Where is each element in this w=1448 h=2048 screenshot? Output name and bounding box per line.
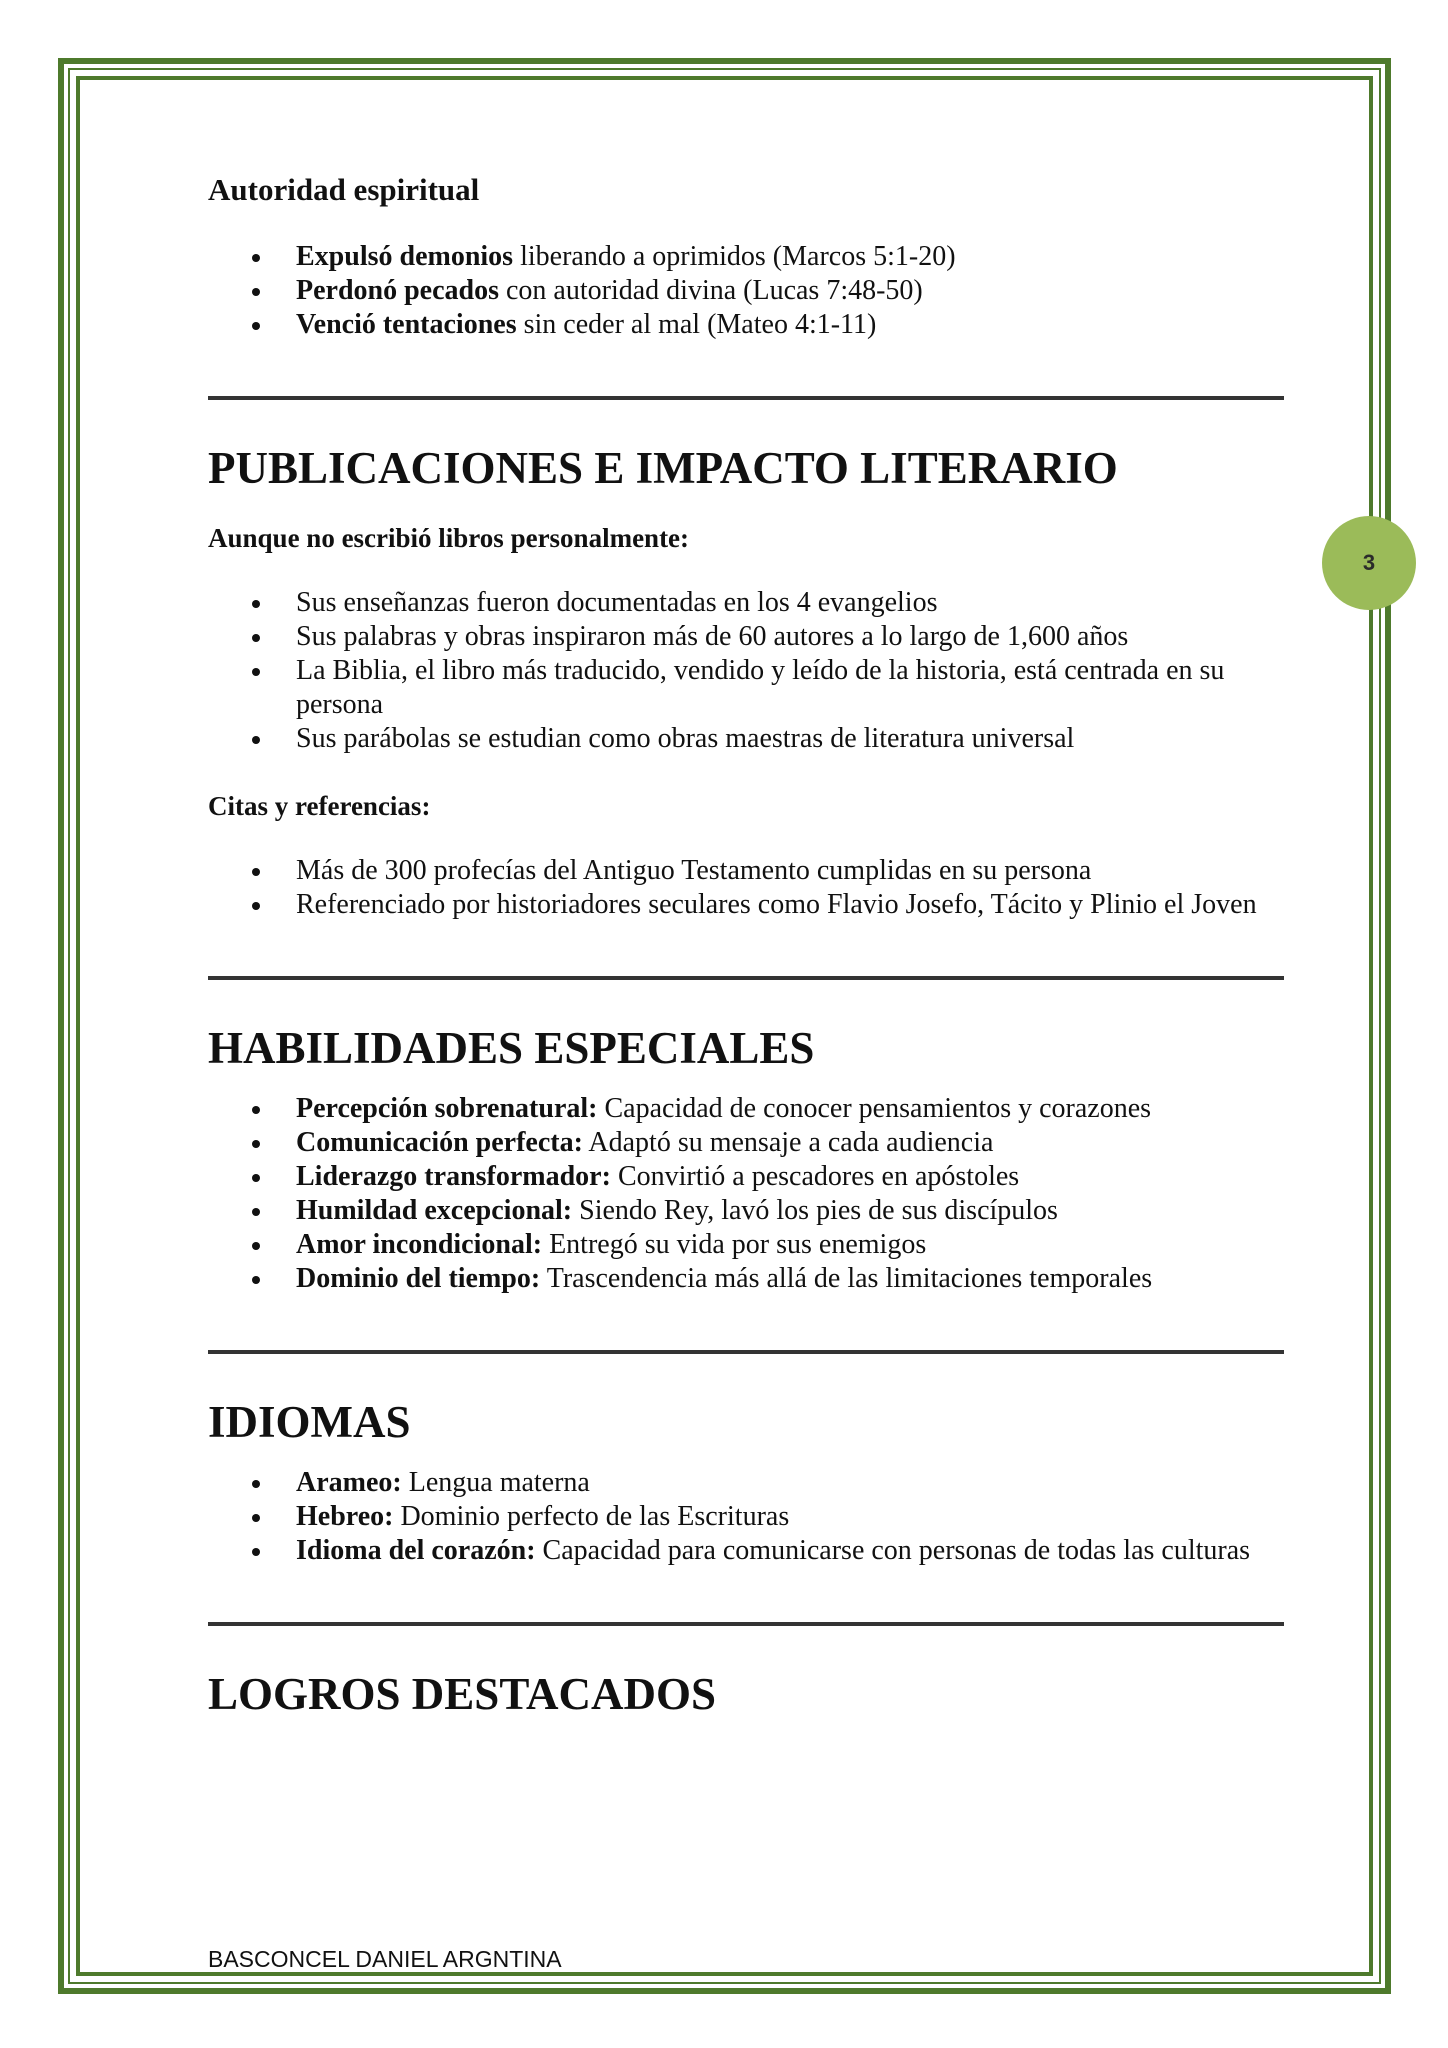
list-item: Humildad excepcional: Siendo Rey, lavó los pies de sus discípulos	[296, 1194, 1288, 1228]
citas-heading: Citas y referencias:	[208, 791, 431, 821]
list-item: Arameo: Lengua materna	[296, 1466, 1288, 1500]
publicaciones-title: PUBLICACIONES E IMPACTO LITERARIO	[208, 443, 1118, 493]
list-item: Más de 300 profecías del Antiguo Testamento cumplidas en su persona	[296, 854, 1288, 888]
publicaciones-intro: Aunque no escribió libros personalmente:	[208, 523, 690, 553]
list-item: Comunicación perfecta: Adaptó su mensaje a cada audiencia	[296, 1126, 1288, 1160]
habilidades-title: HABILIDADES ESPECIALES	[208, 1023, 815, 1073]
section-divider	[208, 1622, 1284, 1626]
list-item: La Biblia, el libro más traducido, vendido y leído de la historia, está centrada en su persona	[296, 654, 1288, 722]
logros-title: LOGROS DESTACADOS	[208, 1669, 717, 1719]
list-item: Sus parábolas se estudian como obras maestras de literatura universal	[296, 722, 1288, 756]
list-item: Percepción sobrenatural: Capacidad de conocer pensamientos y corazones	[296, 1092, 1288, 1126]
citas-list	[208, 854, 1288, 922]
list-item: Hebreo: Dominio perfecto de las Escrituras	[296, 1500, 1288, 1534]
habilidades-list	[208, 1092, 1288, 1296]
page-number: 3	[1362, 550, 1376, 575]
list-item: Referenciado por historiadores seculares como Flavio Josefo, Tácito y Plinio el Joven	[296, 888, 1288, 922]
idiomas-list	[208, 1466, 1288, 1568]
page-footer: BASCONCEL DANIEL ARGNTINA	[208, 1946, 562, 1972]
section-divider	[208, 976, 1284, 980]
list-item: Liderazgo transformador: Convirtió a pescadores en apóstoles	[296, 1160, 1288, 1194]
list-item: Perdonó pecados con autoridad divina (Lucas 7:48-50)	[296, 274, 1288, 308]
list-item: Sus palabras y obras inspiraron más de 60 autores a lo largo de 1,600 años	[296, 620, 1288, 654]
autoridad-list	[208, 240, 1288, 342]
list-item: Sus enseñanzas fueron documentadas en los 4 evangelios	[296, 586, 1288, 620]
publicaciones-list	[208, 586, 1288, 756]
list-item: Dominio del tiempo: Trascendencia más allá de las limitaciones temporales	[296, 1262, 1288, 1296]
page-number-badge	[1322, 516, 1416, 610]
idiomas-title: IDIOMAS	[208, 1397, 411, 1447]
section-divider	[208, 396, 1284, 400]
list-item: Expulsó demonios liberando a oprimidos (Marcos 5:1-20)	[296, 240, 1288, 274]
document-body	[208, 170, 1288, 1722]
autoridad-heading: Autoridad espiritual	[208, 172, 480, 207]
list-item: Amor incondicional: Entregó su vida por sus enemigos	[296, 1228, 1288, 1262]
list-item: Venció tentaciones sin ceder al mal (Mateo 4:1-11)	[296, 308, 1288, 342]
section-divider	[208, 1350, 1284, 1354]
list-item: Idioma del corazón: Capacidad para comunicarse con personas de todas las culturas	[296, 1534, 1288, 1568]
